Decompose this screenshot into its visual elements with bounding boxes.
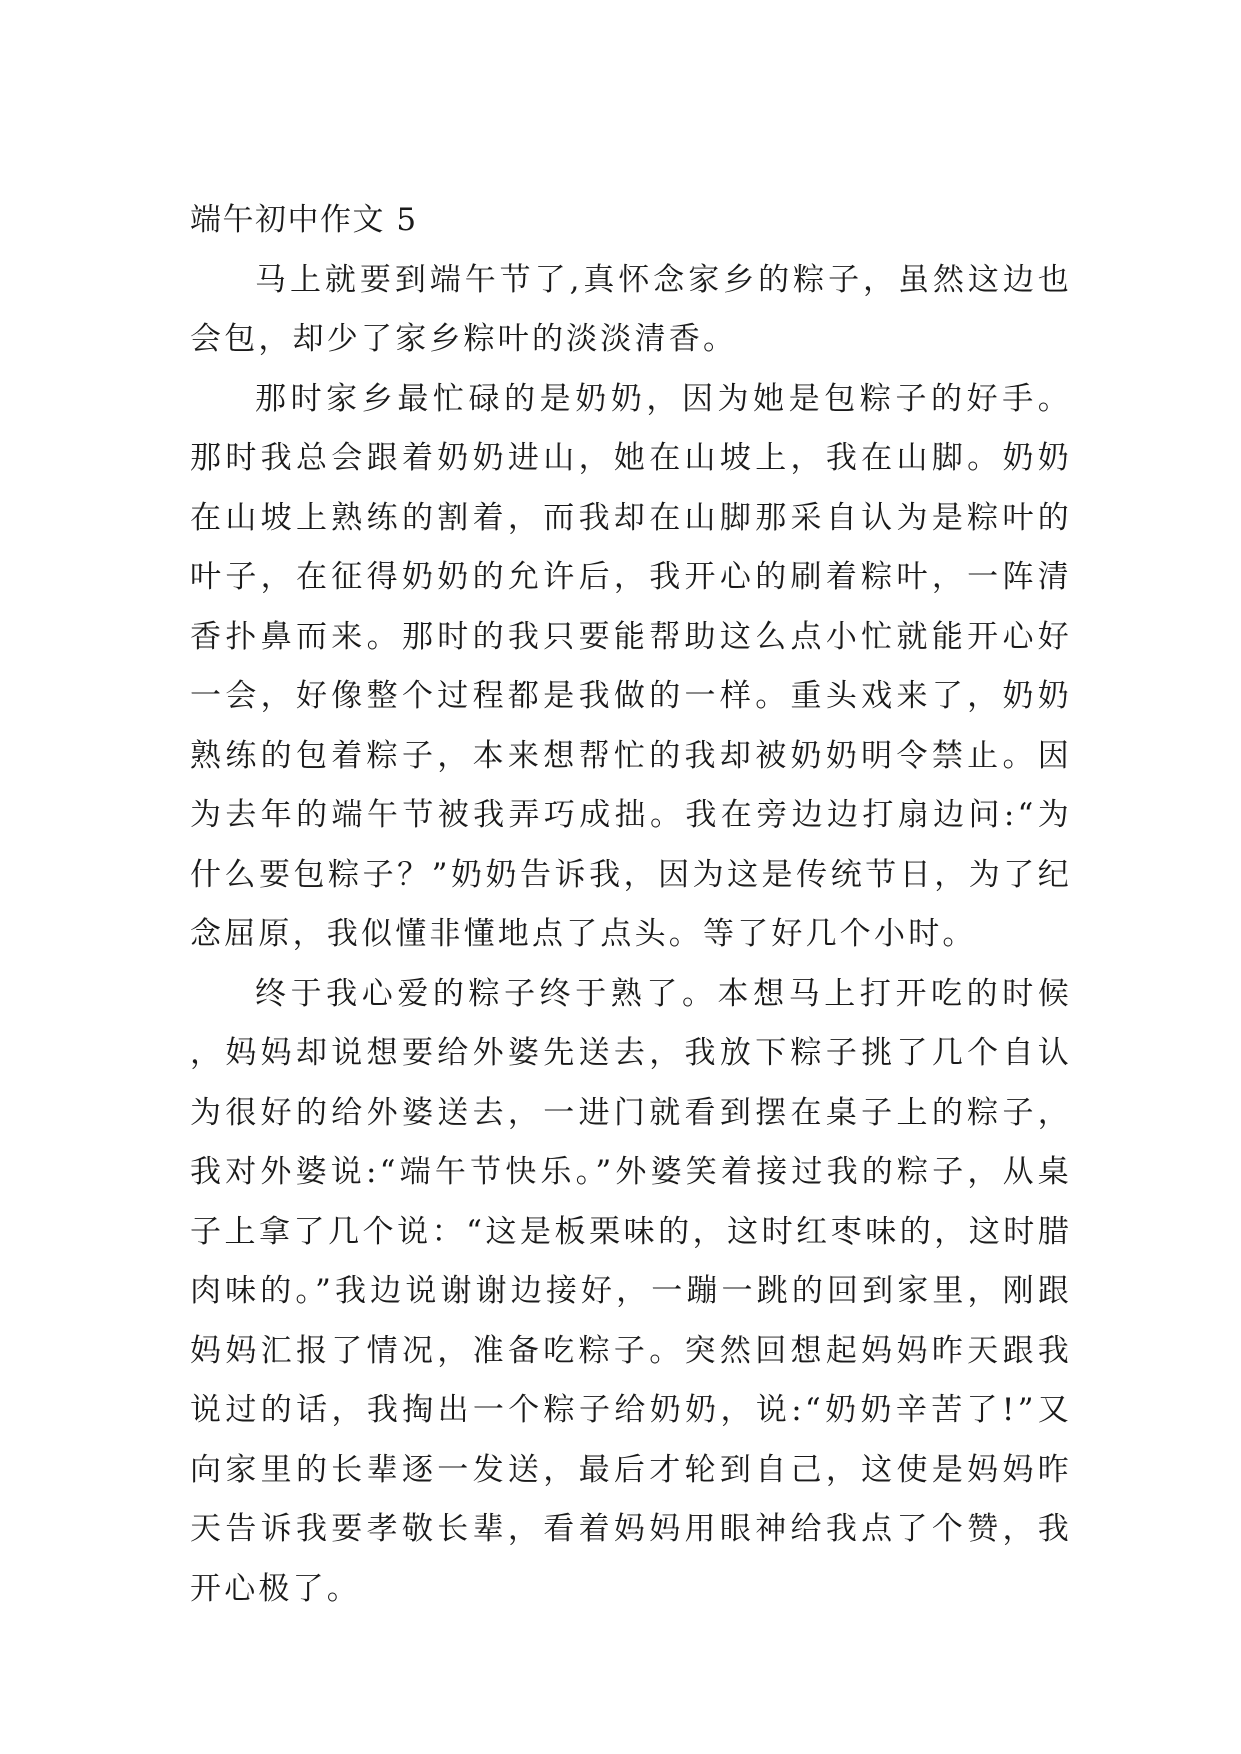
document-body bbox=[190, 191, 1072, 1619]
paragraph-1: 马上就要到端午节了,真怀念家乡的粽子，虽然这边也会包，却少了家乡粽叶的淡淡清香。 bbox=[190, 261, 1072, 357]
paragraph-2: 那时家乡最忙碌的是奶奶，因为她是包粽子的好手。那时我总会跟着奶奶进山，她在山坡上，我在山脚。奶奶在山坡上熟练的割着，而我却在山脚那采自认为是粽叶的叶子，在征得奶奶的允许后，我开心的刷着粽叶，一阵清香扑鼻而来。那时的我只要能帮助这么点小忙就能开心好一会，好像整个过程都是我做的一样。重头戏来了，奶奶熟练的包着粽子，本来想帮忙的我却被奶奶明令禁止。因为去年的端午节被我弄巧成拙。我在旁边边打扇边问:“为什么要包粽子？”奶奶告诉我，因为这是传统节日，为了纪念屈原，我似懂非懂地点了点头。等了好几个小时。 bbox=[190, 380, 1072, 952]
paragraph-3: 终于我心爱的粽子终于熟了。本想马上打开吃的时候，妈妈却说想要给外婆先送去，我放下粽子挑了几个自认为很好的给外婆送去，一进门就看到摆在桌子上的粽子，我对外婆说:“端午节快乐。”外婆笑着接过我的粽子，从桌子上拿了几个说：“这是板栗味的，这时红枣味的，这时腊肉味的。”我边说谢谢边接好，一蹦一跳的回到家里，刚跟妈妈汇报了情况，准备吃粽子。突然回想起妈妈昨天跟我说过的话，我掏出一个粽子给奶奶，说:“奶奶辛苦了!”又向家里的长辈逐一发送，最后才轮到自己，这使是妈妈昨天告诉我要孝敬长辈，看着妈妈用眼神给我点了个赞，我开心极了。 bbox=[190, 975, 1072, 1607]
essay-title: 端午初中作文 5 bbox=[190, 202, 418, 238]
